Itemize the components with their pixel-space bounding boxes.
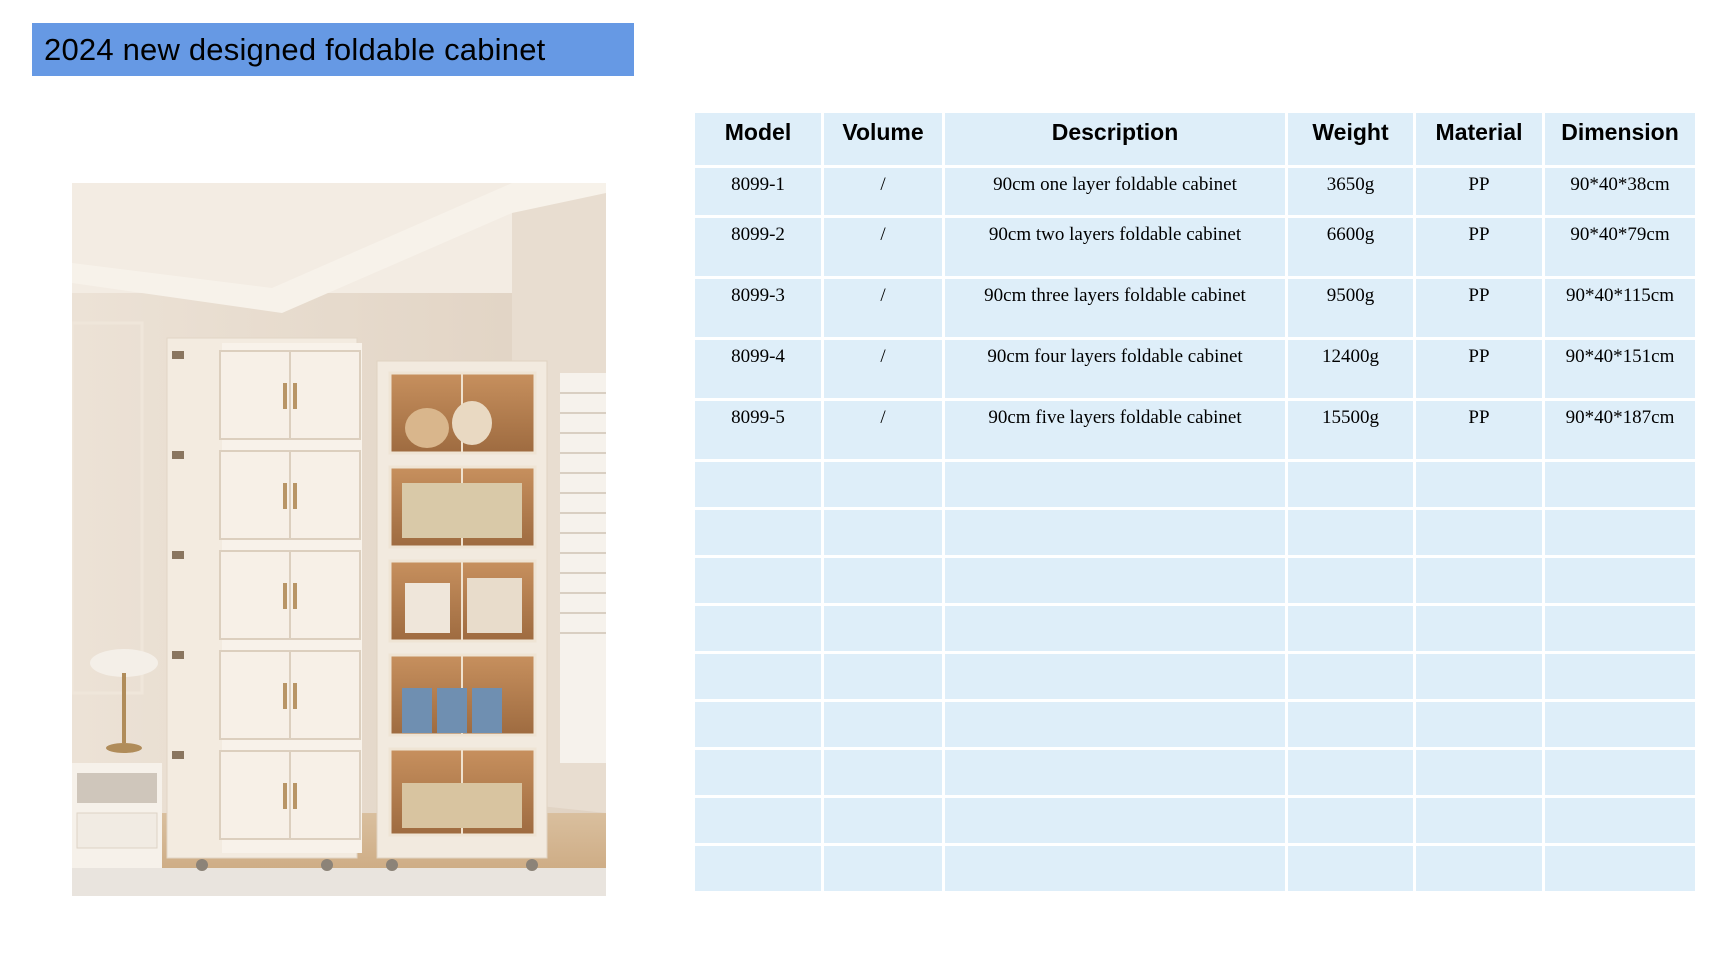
cell-material: PP <box>1416 279 1542 337</box>
cell-volume: / <box>824 168 942 215</box>
table-row-empty <box>695 606 1695 651</box>
header-model: Model <box>695 113 821 165</box>
header-dimension: Dimension <box>1545 113 1695 165</box>
cell-model: 8099-1 <box>695 168 821 215</box>
title-banner <box>32 23 634 76</box>
table-row-empty <box>695 462 1695 507</box>
cell-weight: 3650g <box>1288 168 1413 215</box>
header-material: Material <box>1416 113 1542 165</box>
table-row-empty <box>695 510 1695 555</box>
header-description: Description <box>945 113 1285 165</box>
table-row-empty <box>695 846 1695 891</box>
table-row <box>695 401 1695 459</box>
cell-weight: 6600g <box>1288 218 1413 276</box>
cell-description: 90cm two layers foldable cabinet <box>945 218 1285 276</box>
cell-dimension: 90*40*151cm <box>1545 340 1695 398</box>
cell-material: PP <box>1416 168 1542 215</box>
cell-weight: 9500g <box>1288 279 1413 337</box>
table-header-row <box>695 113 1695 165</box>
table-row <box>695 340 1695 398</box>
cell-model: 8099-4 <box>695 340 821 398</box>
table-row <box>695 218 1695 276</box>
table-row <box>695 279 1695 337</box>
cell-model: 8099-5 <box>695 401 821 459</box>
cell-model: 8099-2 <box>695 218 821 276</box>
cell-description: 90cm one layer foldable cabinet <box>945 168 1285 215</box>
cell-material: PP <box>1416 401 1542 459</box>
cell-dimension: 90*40*79cm <box>1545 218 1695 276</box>
cell-volume: / <box>824 340 942 398</box>
table-row-empty <box>695 654 1695 699</box>
header-volume: Volume <box>824 113 942 165</box>
cell-description: 90cm three layers foldable cabinet <box>945 279 1285 337</box>
header-weight: Weight <box>1288 113 1413 165</box>
cell-dimension: 90*40*38cm <box>1545 168 1695 215</box>
table-row-empty <box>695 750 1695 795</box>
cell-material: PP <box>1416 218 1542 276</box>
cell-description: 90cm five layers foldable cabinet <box>945 401 1285 459</box>
table-row-empty <box>695 558 1695 603</box>
page-title: 2024 new designed foldable cabinet <box>44 31 546 67</box>
table-row-empty <box>695 798 1695 843</box>
cell-dimension: 90*40*115cm <box>1545 279 1695 337</box>
table-row <box>695 168 1695 215</box>
product-photo <box>72 183 606 896</box>
cell-weight: 12400g <box>1288 340 1413 398</box>
cell-dimension: 90*40*187cm <box>1545 401 1695 459</box>
cell-description: 90cm four layers foldable cabinet <box>945 340 1285 398</box>
cell-volume: / <box>824 279 942 337</box>
spec-table <box>692 110 1698 894</box>
cell-material: PP <box>1416 340 1542 398</box>
cell-weight: 15500g <box>1288 401 1413 459</box>
cell-model: 8099-3 <box>695 279 821 337</box>
cell-volume: / <box>824 218 942 276</box>
table-row-empty <box>695 702 1695 747</box>
cell-volume: / <box>824 401 942 459</box>
